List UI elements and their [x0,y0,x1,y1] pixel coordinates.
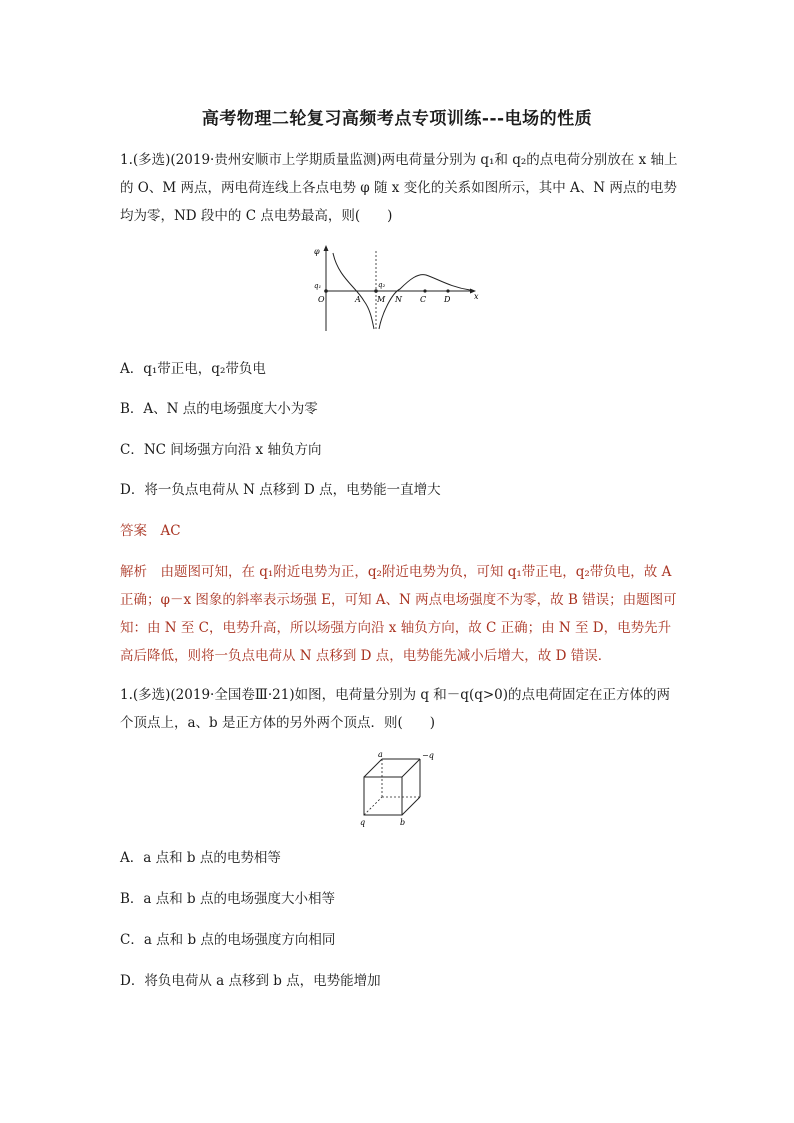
n-label: N [395,295,402,304]
question-2-option-d: D．将负电荷从 a 点移到 b 点，电势能增加 [120,973,381,989]
question-2-option-c: C．a 点和 b 点的电场强度方向相同 [120,932,336,948]
a-vertex-label: a [378,750,383,759]
b-vertex-label: b [400,818,406,827]
potential-graph [312,243,484,335]
cube-hidden-edge [364,797,382,815]
q-label: q [360,818,366,827]
question-2-stem: 1.(多选)(2019·全国卷Ⅲ·21)如图，电荷量分别为 q 和－q(q>0)的点电荷固定在正方体的两个顶点上，a、b 是正方体的另外两个顶点．则( ) [120,687,671,731]
c-dot [423,289,426,292]
d-dot [446,289,449,292]
x-label: x [474,292,479,301]
question-1-option-b: B．A、N 点的电场强度大小为零 [120,401,318,417]
o-label: O [318,295,325,304]
question-1-option-a: A．q₁带正电，q₂带负电 [120,361,266,377]
question-2-option-a: A．a 点和 b 点的电势相等 [120,850,281,866]
question-1-answer: 答案 AC [120,523,181,539]
d-label: D [444,295,451,304]
q1-label: q₁ [314,282,322,290]
a-label: A [355,295,361,304]
c-label: C [420,295,427,304]
question-1-stem: 1.(多选)(2019·贵州安顺市上学期质量监测)两电荷量分别为 q₁和 q₂的点电荷分别放在 x 轴上的 O、M 两点，两电荷连线上各点电势 φ 随 x 变化的关系如图所示，其中 A、N 两点的电势均为零，ND 段中的 C 点电势最高，则( ) [120,152,678,224]
question-1-analysis: 解析 由题图可知，在 q₁附近电势为正，q₂附近电势为负，可知 q₁带正电，q₂带负电，故 A 正确；φ－x 图象的斜率表示场强 E，可知 A、N 两点电场强度不为零，故 B 错误；由题图可知：由 N 至 C，电势升高，所以场强方向沿 x 轴负方向，故 C 正确；由 N 至 D，电势先升高后降低，则将一负点电荷从 N 点移到 D 点，电势能先减小后增大，故 D 错误． [120,564,677,664]
question-1-option-d: D．将一负点电荷从 N 点移到 D 点，电势能一直增大 [120,482,441,498]
q2-dot [374,289,378,293]
q2-label: q₂ [378,281,386,289]
phi-label: φ [314,247,320,256]
question-1-option-c: C．NC 间场强方向沿 x 轴负方向 [120,442,322,458]
page-title: 高考物理二轮复习高频考点专项训练---电场的性质 [201,109,593,129]
phi-axis-arrow [324,245,329,251]
question-2-option-b: B．a 点和 b 点的电场强度大小相等 [120,891,335,907]
neg-q-label: −q [422,751,434,760]
m-label: M [377,295,386,304]
cube-diagram [354,749,438,831]
q1-dot [324,289,328,293]
